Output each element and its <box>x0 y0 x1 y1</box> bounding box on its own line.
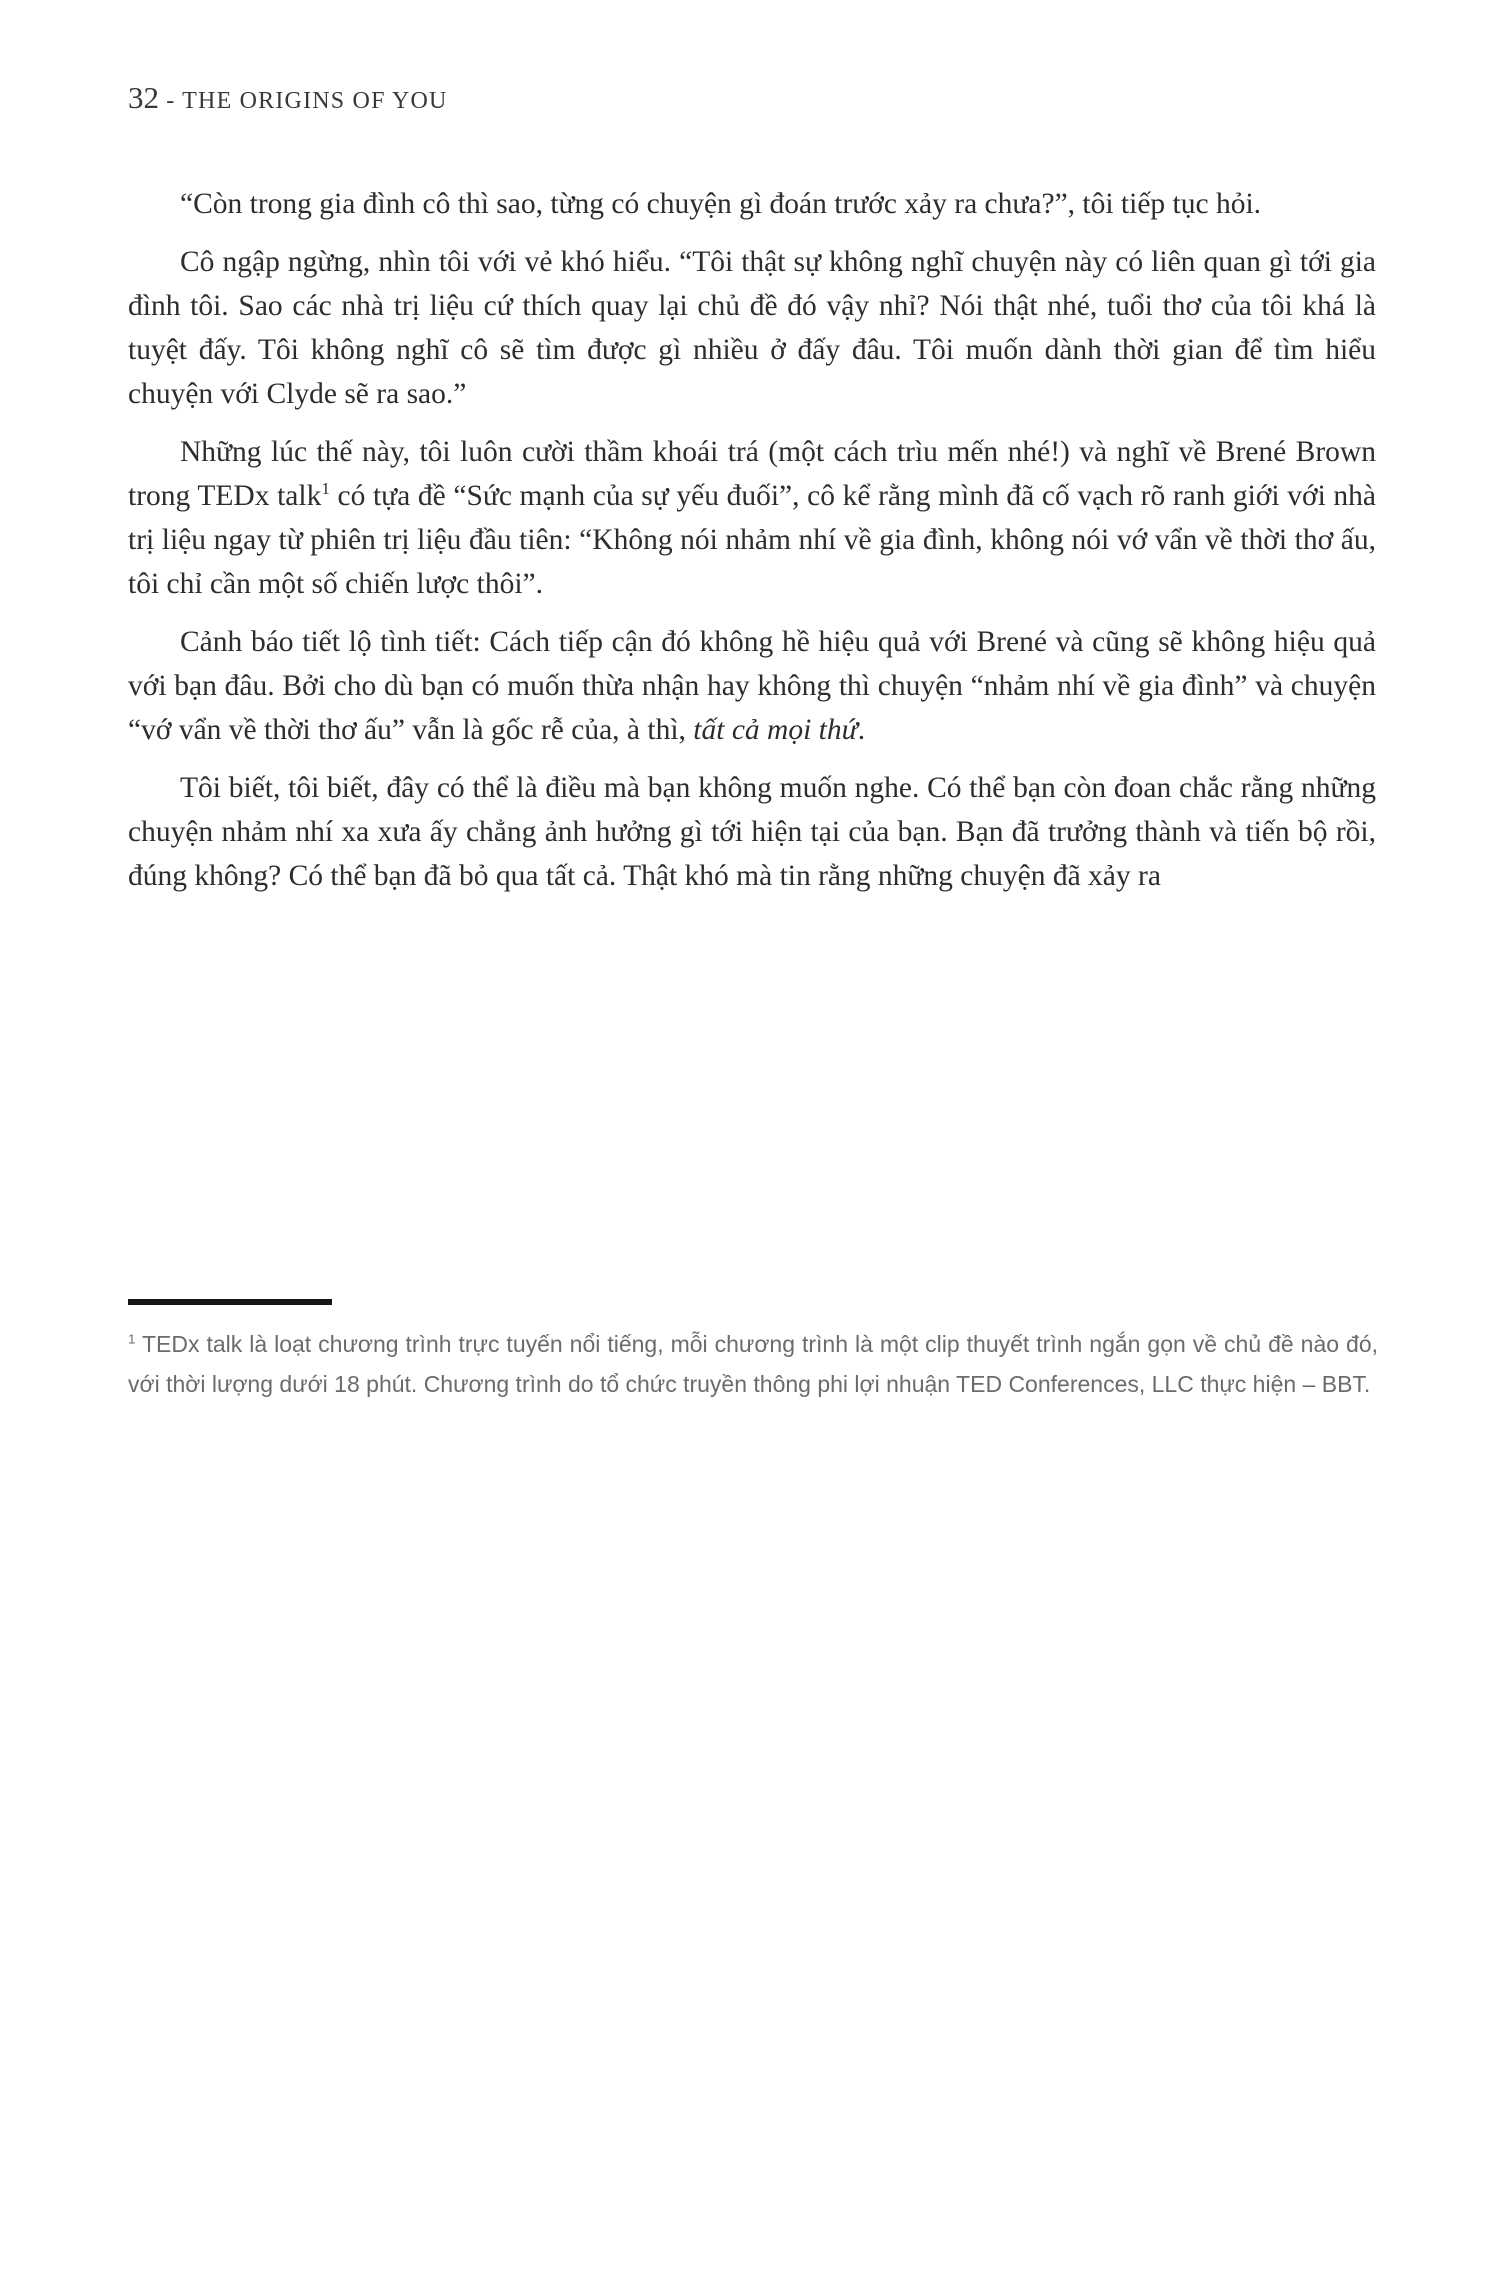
footnote-divider <box>128 1299 332 1305</box>
text-run: Cảnh báo tiết lộ tình tiết: Cách tiếp cận đó không hề hiệu quả với Brené và cũng sẽ không hiệu quả với bạn đâu. Bởi cho dù bạn có muốn thừa nhận hay không thì chuyện “nhảm nhí về gia đình” và chuyện “vớ vẩn về thời thơ ấu” vẫn là gốc rễ của, à thì, <box>128 626 1376 746</box>
running-header <box>128 80 448 116</box>
footnote-marker: 1 <box>321 479 330 499</box>
footnote-text <box>128 1331 1378 1397</box>
page-number: 32 <box>128 80 159 115</box>
footnote-marker: 1 <box>128 1331 136 1347</box>
italic-text-run: tất cả mọi thứ <box>693 714 858 746</box>
text-run: Cô ngập ngừng, nhìn tôi với vẻ khó hiểu. “Tôi thật sự không nghĩ chuyện này có liên quan gì tới gia đình tôi. Sao các nhà trị liệu cứ thích quay lại chủ đề đó vậy nhỉ? Nói thật nhé, tuổi thơ của tôi khá là tuyệt đấy. Tôi không nghĩ cô sẽ tìm được gì nhiều ở đấy đâu. Tôi muốn dành thời gian để tìm hiểu chuyện với Clyde sẽ ra sao.” <box>128 246 1376 410</box>
text-run: có tựa đề “Sức mạnh của sự yếu đuối”, cô kể rằng mình đã cố vạch rõ ranh giới với nhà trị liệu ngay từ phiên trị liệu đầu tiên: “Không nói nhảm nhí về gia đình, không nói vớ vẩn về thời thơ ấu, tôi chỉ cần một số chiến lược thôi”. <box>128 480 1376 600</box>
text-run: “Còn trong gia đình cô thì sao, từng có chuyện gì đoán trước xảy ra chưa?”, tôi tiếp tục hỏi. <box>180 188 1262 220</box>
text-run: Những lúc thế này, tôi luôn cười thầm khoái trá (một cách trìu mến nhé!) và nghĩ về Brené Brown trong TEDx talk <box>128 436 1376 512</box>
text-run: Tôi biết, tôi biết, đây có thể là điều mà bạn không muốn nghe. Có thể bạn còn đoan chắc rằng những chuyện nhảm nhí xa xưa ấy chẳng ảnh hưởng gì tới hiện tại của bạn. Bạn đã trưởng thành và tiến bộ rồi, đúng không? Có thể bạn đã bỏ qua tất cả. Thật khó mà tin rằng những chuyện đã xảy ra <box>128 772 1376 892</box>
paragraph <box>128 240 1376 416</box>
header-separator: - <box>159 88 183 114</box>
running-title: THE ORIGINS OF YOU <box>182 88 448 114</box>
paragraph <box>128 430 1376 606</box>
paragraph <box>128 766 1376 898</box>
body-paragraphs <box>128 182 1376 912</box>
footnote <box>128 1324 1378 1404</box>
paragraph <box>128 182 1376 226</box>
paragraph <box>128 620 1376 752</box>
text-run: . <box>857 714 866 746</box>
text-run: TEDx talk là loạt chương trình trực tuyến nổi tiếng, mỗi chương trình là một clip thuyết trình ngắn gọn về chủ đề nào đó, với thời lượng dưới 18 phút. Chương trình do tổ chức truyền thông phi lợi nhuận TED Conferences, LLC thực hiện – BBT. <box>128 1331 1378 1397</box>
